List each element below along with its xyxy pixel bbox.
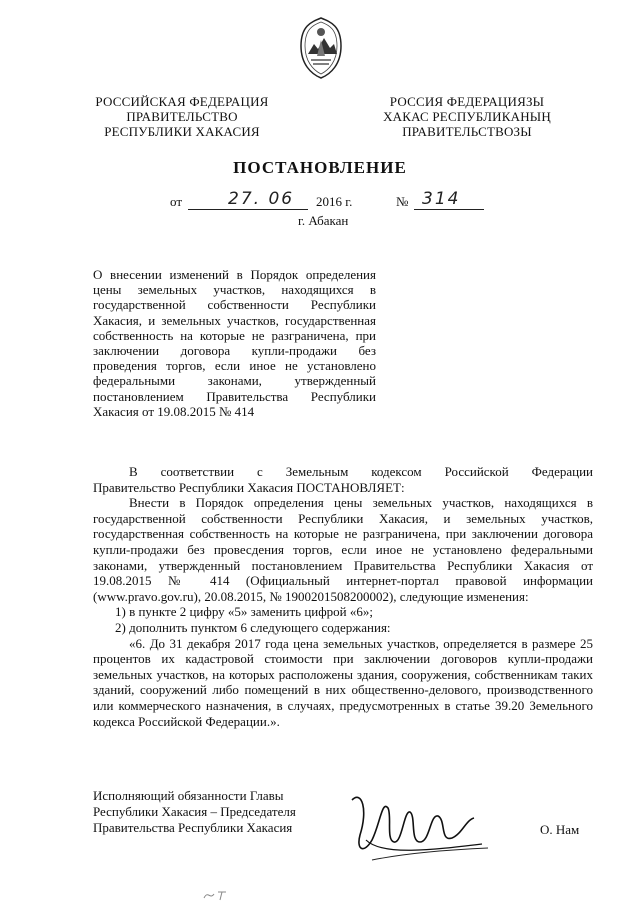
list-item: 1) в пункте 2 цифру «5» заменить цифрой «6»; [115, 604, 373, 620]
header-left-line: ПРАВИТЕЛЬСТВО [126, 109, 238, 124]
body-paragraph: «6. До 31 декабря 2017 года цена земельных участков, определяется в размере 25 процентов их кадастровой стоимости при заключении договоров купли-продажи земельных участков, на которых расположены здания, сооружения, собственникам таких зданий, сооружений либо помещений в них общественно-делового, производственного или коммерческого назначения, в случаях, предусмотренных в статье 39.20 Земельного кодекса Российской Федерации.». [93, 635, 593, 729]
position-line: Правительства Республики Хакасия [93, 820, 293, 835]
header-left-line: РОССИЙСКАЯ ФЕДЕРАЦИЯ [95, 94, 269, 109]
signatory-name: О. Нам [540, 822, 580, 837]
date-year: 2016 г. [316, 194, 353, 209]
header-left [82, 94, 282, 139]
date-prefix: от [170, 194, 183, 209]
header-right [362, 94, 572, 139]
position-line: Исполняющий обязанности Главы [93, 788, 284, 803]
header-right-line: РОССИЯ ФЕДЕРАЦИЯЗЫ [389, 94, 545, 109]
body-paragraph: В соответствии с Земельным кодексом Российской Федерации [129, 464, 593, 479]
handwritten-number: 314 [422, 189, 461, 209]
header-right-line: ПРАВИТЕЛЬСТВОЗЫ [402, 124, 532, 139]
body-paragraph: Правительство Республики Хакасия ПОСТАНОВЛЯЕТ: [93, 479, 405, 495]
dateline [170, 189, 500, 214]
list-item: 2) дополнить пунктом 6 следующего содержания: [115, 619, 391, 635]
header-right-line: ХАКАС РЕСПУБЛИКАНЫҢ [383, 109, 551, 124]
scribble-mark [200, 888, 240, 902]
body-paragraph: Внести в Порядок определения цены земельных участков, находящихся в государственной собственности Республики Хакасия, и земельных участков, государственная собственность на которые не разграничена, при заключении договора купли-продажи без провесдения торгов, если иное не установлено федеральными законами, утвержденный постановлением Правительства Республики Хакасия от 19.08.2015 № 414 (Официальный интернет-портал правовой информации (www.pravo.gov.ru), 20.08.2015, № 1900201508200002), следующие изменения: [93, 495, 593, 604]
document-subject: О внесении изменений в Порядок определения цены земельных участков, находящихся в государственной собственности Республики Хакасия, и земельных участков, государственная собственность на которые не разграничена, при заключении договора купли-продажи без проведения торгов, если иное не установлено федеральными законами, утвержденный постановлением Правительства Республики Хакасия от 19.08.2015 № 414 [93, 267, 376, 419]
coat-of-arms-emblem [297, 16, 345, 80]
number-underline [414, 209, 484, 210]
date-underline [188, 209, 308, 210]
signatory-position [93, 788, 296, 836]
position-line: Республики Хакасия – Председателя [93, 804, 296, 819]
handwritten-date: 27. 06 [228, 189, 295, 209]
header-left-line: РЕСПУБЛИКИ ХАКАСИЯ [104, 124, 260, 139]
handwritten-signature [342, 780, 492, 870]
city: г. Абакан [298, 213, 349, 228]
document-title: ПОСТАНОВЛЕНИЕ [233, 158, 407, 177]
number-sign: № [396, 194, 409, 209]
document-body [93, 464, 593, 729]
